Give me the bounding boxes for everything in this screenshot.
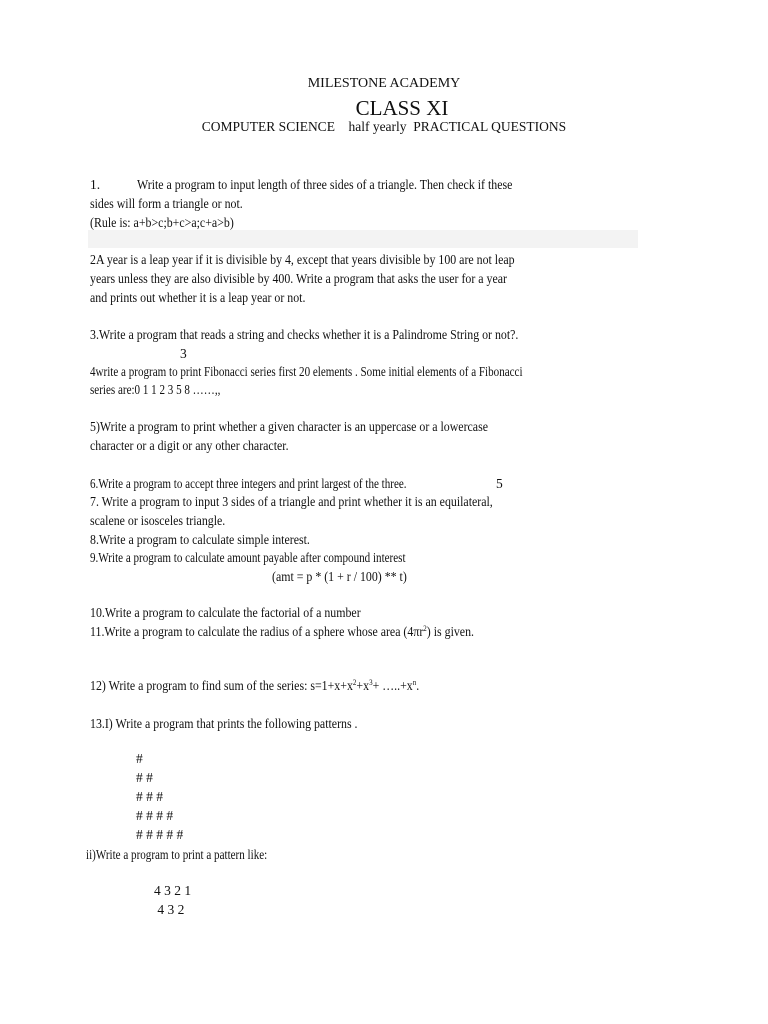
q3-line1: 3.Write a program that reads a string and checks whether it is a Palindrome String or not?.	[90, 327, 519, 342]
q1-rule: (Rule is: a+b>c;b+c>a;c+a>b)	[90, 215, 234, 230]
paper-title: PRACTICAL QUESTIONS	[413, 119, 567, 134]
q13-part2: ii)Write a program to print a pattern like:	[86, 847, 268, 862]
number-pattern-row-2: 4 3 2	[154, 902, 185, 917]
q12-line1	[90, 676, 419, 695]
q2-line2: years unless they are also divisible by 400. Write a program that asks the user for a year	[90, 271, 507, 286]
q13-line1: 13.I) Write a program that prints the following patterns .	[90, 716, 358, 731]
highlight-band	[88, 230, 638, 248]
q10-line1: 10.Write a program to calculate the factorial of a number	[90, 605, 361, 620]
pattern-row-4: # # # #	[136, 808, 174, 823]
q1-line1: Write a program to input length of three sides of a triangle. Then check if these	[137, 177, 513, 192]
q4-line1: 4write a program to print Fibonacci series first 20 elements . Some initial elements of a Fibonacci	[90, 364, 523, 379]
class-title: CLASS XI	[355, 96, 449, 120]
q6-marker: 5	[496, 476, 503, 491]
term: half yearly	[348, 119, 407, 134]
q7-line2: scalene or isosceles triangle.	[90, 513, 226, 528]
q5-line2: character or a digit or any other character.	[90, 438, 289, 453]
q12-exp-n: n	[412, 678, 417, 687]
q12-term-xn: + …..+x	[372, 678, 413, 693]
q9-formula: (amt = p * (1 + r / 100) ** t)	[272, 569, 407, 584]
q9-line1: 9.Write a program to calculate amount payable after compound interest	[90, 550, 406, 565]
q12-text: 12) Write a program to find sum of the series: s=1+x+x	[90, 678, 353, 693]
q3-marker: 3	[180, 346, 187, 361]
q11-text-end: ) is given.	[426, 624, 474, 639]
q4-line2: series are:0 1 1 2 3 5 8 ……,,	[90, 382, 221, 397]
q11-exponent: 2	[423, 624, 427, 633]
q12-exp-2: 2	[352, 678, 357, 687]
q1-line2: sides will form a triangle or not.	[90, 196, 243, 211]
q12-exp-3: 3	[369, 678, 373, 687]
q8-line1: 8.Write a program to calculate simple interest.	[90, 532, 310, 547]
q7-line1: 7. Write a program to input 3 sides of a triangle and print whether it is an equilateral,	[90, 494, 493, 509]
q2-line3: and prints out whether it is a leap year or not.	[90, 290, 306, 305]
q12-term-x3: +x	[356, 678, 370, 693]
subject: COMPUTER SCIENCE	[201, 119, 335, 134]
pattern-row-2: # #	[136, 770, 153, 785]
school-name: MILESTONE ACADEMY	[307, 76, 461, 91]
q1-number: 1.	[90, 177, 101, 192]
q6-line1: 6.Write a program to accept three integers and print largest of the three.	[90, 476, 407, 491]
q11-line1	[90, 622, 474, 641]
number-pattern-row-1: 4 3 2 1	[154, 883, 192, 898]
q2-line1: 2A year is a leap year if it is divisible by 4, except that years divisible by 100 are not leap	[90, 252, 515, 267]
q5-line1: 5)Write a program to print whether a given character is an uppercase or a lowercase	[90, 419, 488, 434]
pattern-row-5: # # # # #	[136, 827, 184, 842]
subject-line	[0, 119, 768, 135]
q11-text: 11.Write a program to calculate the radius of a sphere whose area (4πr	[90, 624, 424, 639]
pattern-row-3: # # #	[136, 789, 163, 804]
pattern-row-1: #	[136, 751, 143, 766]
q12-end: .	[416, 678, 420, 693]
